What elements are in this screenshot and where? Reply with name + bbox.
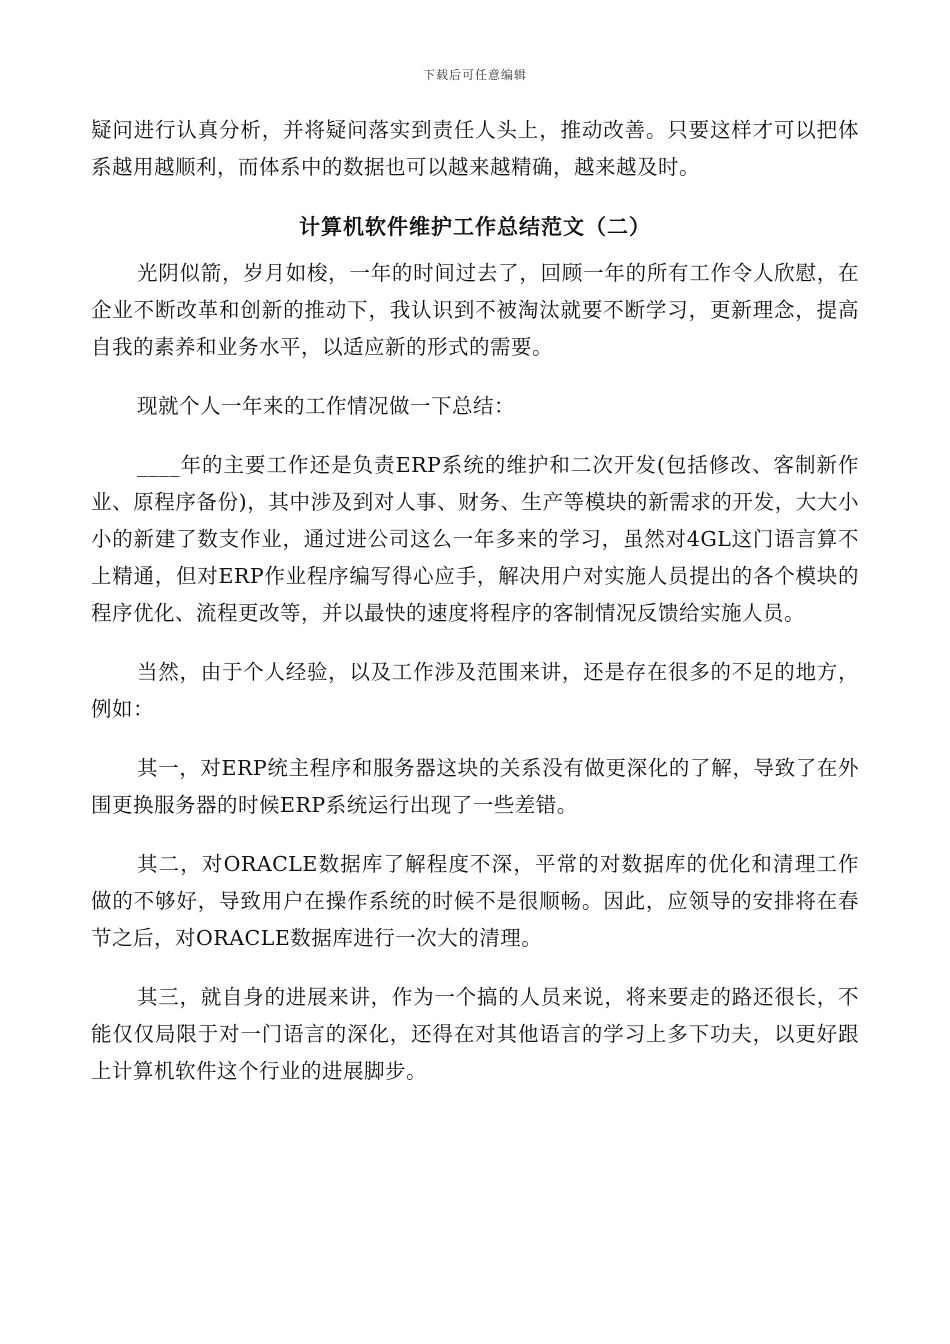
document-body (91, 112, 859, 1090)
paragraph-shortcomings: 当然，由于个人经验，以及工作涉及范围来讲，还是存在很多的不足的地方，例如： (91, 660, 859, 721)
paragraph-point-three: 其三，就自身的进展来讲，作为一个搞的人员来说，将来要走的路还很长，不能仅仅局限于对一门语言的深化，还得在对其他语言的学习上多下功夫，以更好跟上计算机软件这个行业的进展脚步。 (91, 985, 859, 1083)
paragraph-intro: 光阴似箭，岁月如梭，一年的时间过去了，回顾一年的所有工作令人欣慰，在企业不断改革和创新的推动下，我认识到不被淘汰就要不断学习，更新理念，提高自我的素养和业务水平，以适应新的形式的需要。 (91, 261, 859, 359)
paragraph-summary-lead: 现就个人一年来的工作情况做一下总结： (137, 394, 515, 418)
section-title: 计算机软件维护工作总结范文（二） (299, 214, 651, 239)
paragraph-main-work: ____年的主要工作还是负责ERP系统的维护和二次开发(包括修改、客制新作业、原程序备份)，其中涉及到对人事、财务、生产等模块的新需求的开发，大大小小的新建了数支作业，通过进公司这么一年多来的学习，虽然对4GL这门语言算不上精通，但对ERP作业程序编写得心应手，解决用户对实施人员提出的各个模块的程序优化、流程更改等，并以最快的速度将程序的客制情况反馈给实施人员。 (91, 453, 859, 625)
page-header: 下载后可任意编辑 (422, 68, 527, 82)
paragraph-point-one: 其一，对ERP统主程序和服务器这块的关系没有做更深化的了解，导致了在外围更换服务器的时候ERP系统运行出现了一些差错。 (91, 756, 859, 817)
paragraph-point-two: 其二，对ORACLE数据库了解程度不深，平常的对数据库的优化和清理工作做的不够好，导致用户在操作系统的时候不是很顺畅。因此，应领导的安排将在春节之后，对ORACLE数据库进行一次大的清理。 (91, 852, 859, 950)
paragraph-continuation: 疑问进行认真分析，并将疑问落实到责任人头上，推动改善。只要这样才可以把体系越用越顺利，而体系中的数据也可以越来越精确，越来越及时。 (91, 118, 859, 179)
